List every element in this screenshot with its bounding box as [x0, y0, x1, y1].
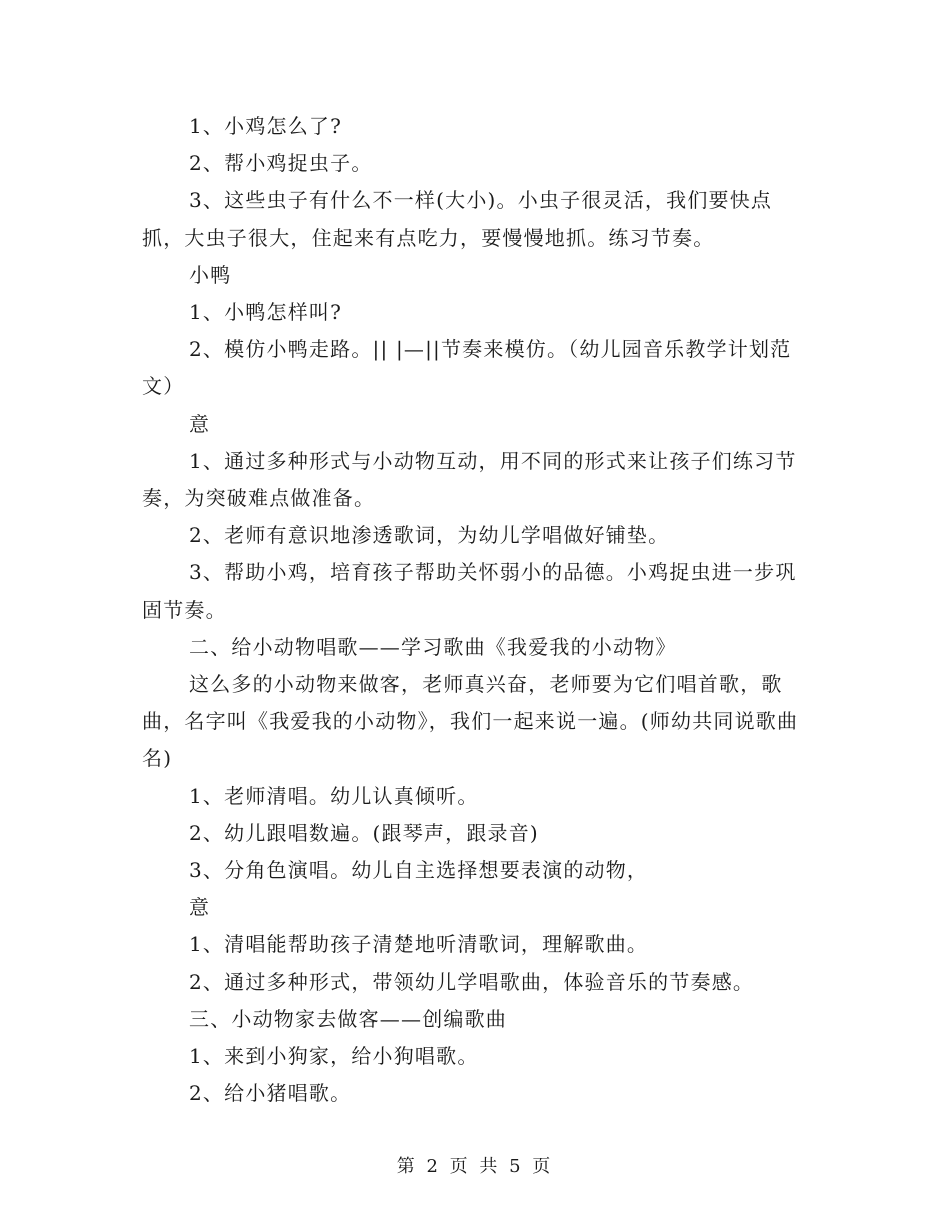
paragraph-21: 2、给小猪唱歌。: [189, 1081, 352, 1106]
section-heading-2: 二、给小动物唱歌——学习歌曲《我爱我的小动物》: [189, 634, 677, 659]
page-number-footer: 第 2 页 共 5 页: [396, 1156, 554, 1177]
document-body: [142, 108, 812, 1112]
section-heading-duck: 小鸭: [189, 262, 232, 287]
paragraph-8: 1、通过多种形式与小动物互动，用不同的形式来让孩子们练习节奏，为突破难点做准备。: [142, 448, 797, 511]
paragraph-5: 1、小鸭怎样叫?: [189, 300, 343, 325]
paragraph-20: 1、来到小狗家，给小狗唱歌。: [189, 1044, 479, 1069]
paragraph-3: 3、这些虫子有什么不一样(大小)。小虫子很灵活，我们要快点抓，大虫子很大，住起来有点吃力，要慢慢地抓。练习节奏。: [142, 188, 773, 250]
note-heading-1: 意: [189, 411, 211, 436]
note-heading-2: 意: [189, 895, 211, 920]
paragraph-10: 3、帮助小鸡，培育孩子帮助关怀弱小的品德。小鸡捉虫进一步巩固节奏。: [142, 560, 797, 622]
paragraph-17: 1、清唱能帮助孩子清楚地听清歌词，理解歌曲。: [189, 932, 649, 957]
paragraph-1: 1、小鸡怎么了?: [189, 114, 343, 138]
paragraph-15: 3、分角色演唱。幼儿自主选择想要表演的动物，: [189, 858, 649, 883]
section-heading-3: 三、小动物家去做客——创编歌曲: [189, 1006, 507, 1031]
paragraph-18: 2、通过多种形式，带领幼儿学唱歌曲，体验音乐的节奏感。: [189, 969, 755, 994]
paragraph-14: 2、幼儿跟唱数遍。(跟琴声，跟录音): [189, 820, 539, 845]
paragraph-9: 2、老师有意识地渗透歌词，为幼儿学唱做好铺垫。: [189, 523, 670, 548]
paragraph-12: 这么多的小动物来做客，老师真兴奋，老师要为它们唱首歌，歌曲，名字叫《我爱我的小动物》，我们一起来说一遍。(师幼共同说歌曲名): [142, 672, 799, 771]
paragraph-13: 1、老师清唱。幼儿认真倾听。: [189, 783, 479, 808]
paragraph-2: 2、帮小鸡捉虫子。: [189, 151, 373, 176]
paragraph-6: 2、模仿小鸭走路。|| |—||节奏来模仿。（幼儿园音乐教学计划范文）: [142, 337, 792, 399]
